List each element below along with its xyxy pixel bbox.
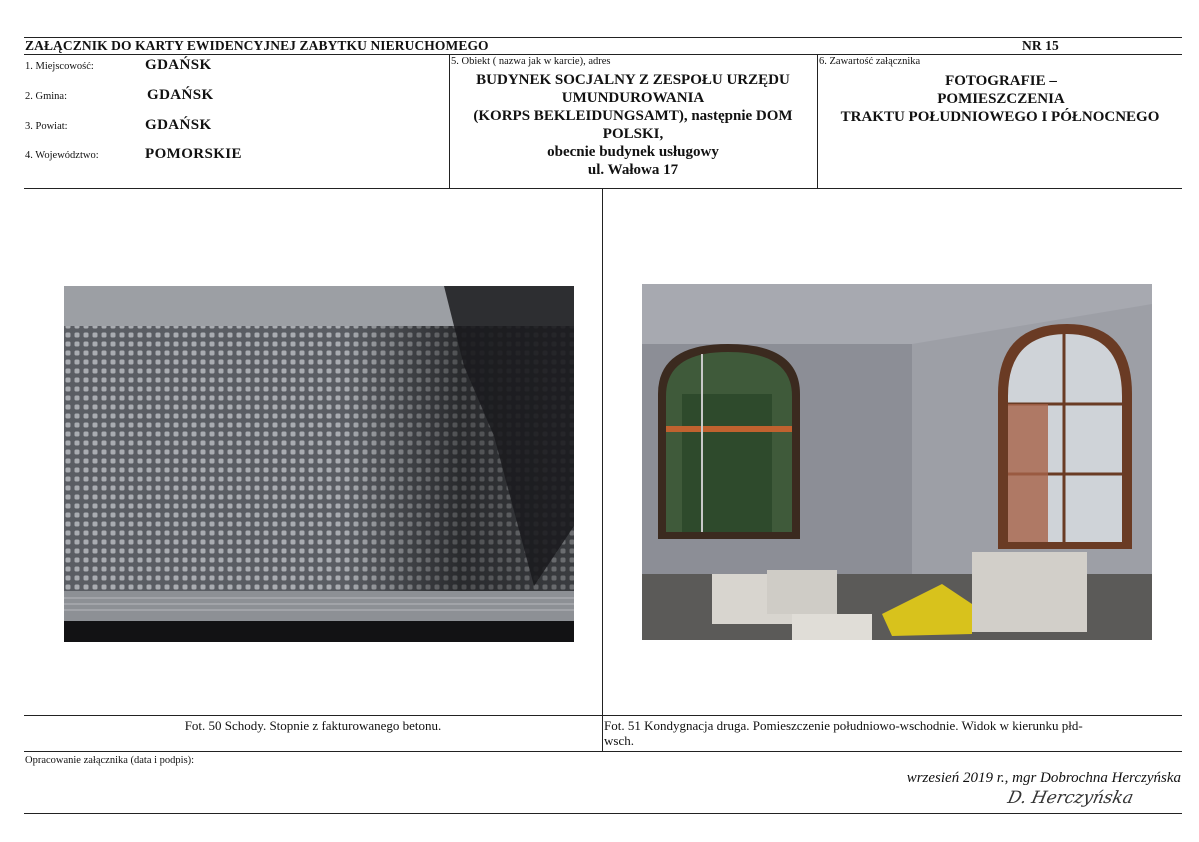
footer-rule bbox=[24, 813, 1182, 814]
photo-stairs bbox=[64, 286, 574, 642]
footer-label: Opracowanie załącznika (data i podpis): bbox=[25, 755, 195, 766]
content-line-2: POMIESZCZENIA bbox=[937, 91, 1065, 107]
page-title: ZAŁĄCZNIK DO KARTY EWIDENCYJNEJ ZABYTKU NIERUCHOMEGO bbox=[25, 38, 489, 53]
location-value-district: GDAŃSK bbox=[145, 117, 212, 133]
photo-room bbox=[642, 284, 1152, 640]
location-value-city: GDAŃSK bbox=[145, 57, 212, 73]
location-value-commune: GDAŃSK bbox=[147, 87, 214, 103]
object-address: ul. Wałowa 17 bbox=[587, 162, 679, 178]
attachment-number: NR 15 bbox=[1022, 38, 1059, 53]
content-description bbox=[817, 72, 1185, 126]
object-line-1: BUDYNEK SOCJALNY Z ZESPOŁU URZĘDU bbox=[476, 72, 790, 88]
caption-top-rule bbox=[24, 715, 1182, 716]
location-value-voivodeship: POMORSKIE bbox=[145, 146, 242, 162]
photo-divider bbox=[602, 188, 603, 751]
info-bottom-rule bbox=[24, 188, 1182, 189]
photo-2-caption-line-1: Fot. 51 Kondygnacja druga. Pomieszczenie południowo-wschodnie. Widok w kierunku płd- bbox=[604, 718, 1083, 733]
header-rule bbox=[24, 54, 1182, 55]
photo-2-caption-line-2: wsch. bbox=[604, 733, 634, 748]
caption-bottom-rule bbox=[24, 751, 1182, 752]
object-line-2: UMUNDUROWANIA bbox=[561, 90, 705, 106]
footer-date-author: wrzesień 2019 r., mgr Dobrochna Herczyńska bbox=[906, 770, 1181, 786]
photo-1-caption: Fot. 50 Schody. Stopnie z fakturowanego betonu. bbox=[184, 718, 442, 733]
object-label: 5. Obiekt ( nazwa jak w karcie), adres bbox=[451, 56, 611, 67]
location-label-voivodeship: 4. Województwo: bbox=[25, 150, 99, 161]
object-line-3: (KORPS BEKLEIDUNGSAMT), następnie DOM bbox=[473, 108, 793, 124]
object-line-4: POLSKI, bbox=[602, 126, 664, 142]
photo-2-caption bbox=[604, 718, 1182, 748]
content-line-3: TRAKTU POŁUDNIOWEGO I PÓŁNOCNEGO bbox=[840, 109, 1160, 125]
content-label: 6. Zawartość załącznika bbox=[819, 56, 921, 67]
location-label-city: 1. Miejscowość: bbox=[25, 61, 94, 72]
content-line-1: FOTOGRAFIE – bbox=[945, 73, 1057, 89]
location-label-district: 3. Powiat: bbox=[25, 121, 68, 132]
object-current-use: obecnie budynek usługowy bbox=[547, 144, 719, 160]
location-label-commune: 2. Gmina: bbox=[25, 91, 67, 102]
object-name bbox=[449, 71, 817, 179]
signature: D. Herczyńska bbox=[1005, 788, 1136, 808]
